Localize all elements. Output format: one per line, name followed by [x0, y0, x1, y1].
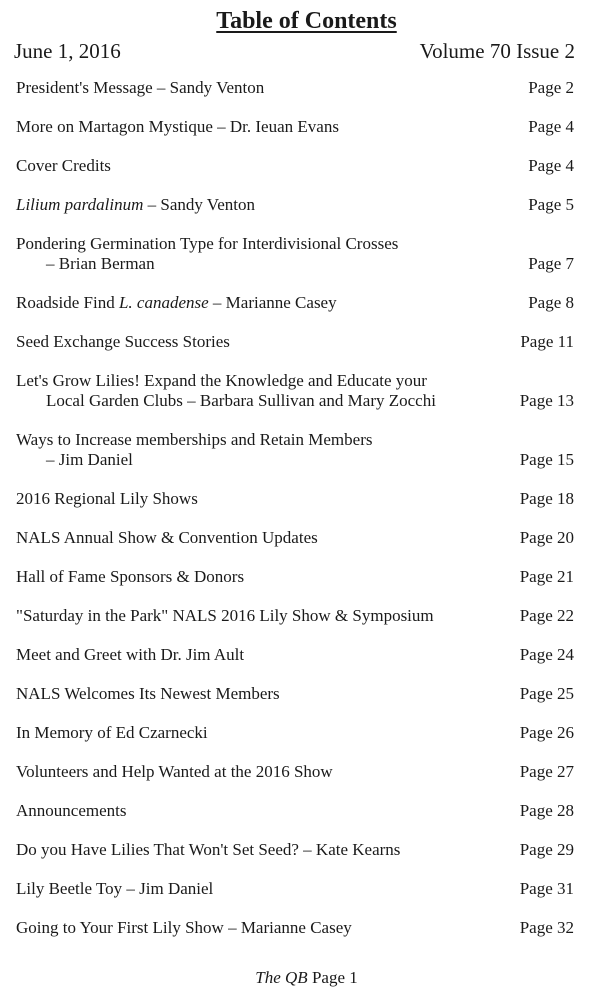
toc-entry: [16, 195, 574, 215]
toc-entry: [16, 567, 574, 587]
toc-entry-page: Page 11: [520, 332, 574, 351]
toc-entry: [16, 234, 574, 274]
toc-entry-author: – Sandy Venton: [143, 195, 255, 214]
toc-entry: [16, 684, 574, 704]
toc-entry-title: Cover Credits: [16, 156, 111, 175]
toc-entry-title: President's Message – Sandy Venton: [16, 78, 265, 97]
toc-entry-title: NALS Welcomes Its Newest Members: [16, 684, 280, 703]
toc-entry: [16, 879, 574, 899]
toc-entry-page: Page 4: [528, 117, 574, 136]
toc-entry-page: Page 18: [519, 489, 574, 508]
toc-entry-page: Page 21: [519, 567, 574, 586]
page-footer: [0, 968, 613, 988]
toc-entry-title-pre: Roadside Find: [16, 293, 119, 312]
toc-entry: [16, 762, 574, 782]
toc-entry-page: Page 28: [519, 801, 574, 820]
toc-entry-page: Page 15: [519, 450, 574, 469]
toc-entry: [16, 840, 574, 860]
toc-entry-title: More on Martagon Mystique – Dr. Ieuan Evans: [16, 117, 339, 136]
species-name: Lilium pardalinum: [16, 195, 144, 214]
toc-entry: [16, 332, 574, 352]
toc-entry-title: NALS Annual Show & Convention Updates: [16, 528, 318, 547]
toc-entry-title: Announcements: [16, 801, 127, 820]
toc-entry-page: Page 4: [528, 156, 574, 175]
toc-entry: [16, 156, 574, 176]
toc-entry-page: Page 31: [519, 879, 574, 898]
toc-entry-page: Page 29: [519, 840, 574, 859]
toc-entry: [16, 117, 574, 137]
toc-entry-title: Do you Have Lilies That Won't Set Seed? – Kate Kearns: [16, 840, 401, 859]
toc-entry-author: – Marianne Casey: [208, 293, 337, 312]
publication-name: The QB: [255, 968, 308, 987]
toc-entry-page: Page 24: [519, 645, 574, 664]
toc-entry: [16, 293, 574, 313]
issue-meta: [14, 38, 575, 64]
toc-entry-page: Page 7: [528, 254, 574, 273]
toc-entry: [16, 528, 574, 548]
toc-entry: [16, 371, 574, 411]
toc-entry-title: Meet and Greet with Dr. Jim Ault: [16, 645, 245, 664]
toc-entry: [16, 918, 574, 938]
toc-entry-page: Page 8: [528, 293, 574, 312]
toc-entry-title: Pondering Germination Type for Interdivisional Crosses: [16, 234, 399, 253]
toc-entry-page: Page 26: [519, 723, 574, 742]
toc-entry-title: "Saturday in the Park" NALS 2016 Lily Show & Symposium: [16, 606, 434, 625]
toc-entry: [16, 78, 574, 98]
toc-entry-page: Page 20: [519, 528, 574, 547]
toc-entry: [16, 645, 574, 665]
issue-date: June 1, 2016: [14, 39, 121, 63]
toc-entry-page: Page 27: [519, 762, 574, 781]
toc-entry-title: In Memory of Ed Czarnecki: [16, 723, 208, 742]
toc-entry-page: Page 32: [519, 918, 574, 937]
toc-entry: [16, 489, 574, 509]
toc-entry-page: Page 2: [528, 78, 574, 97]
page-number: Page 1: [311, 968, 358, 987]
toc-entry-page: Page 13: [519, 391, 574, 410]
toc-entry: [16, 606, 574, 626]
toc-entry-title: Let's Grow Lilies! Expand the Knowledge and Educate your: [16, 371, 427, 390]
toc-entry-page: Page 5: [528, 195, 574, 214]
toc-entry-title-cont: – Jim Daniel: [46, 450, 133, 469]
toc-entry: [16, 430, 574, 470]
page-title: Table of Contents: [216, 8, 397, 34]
toc-entry-title: [16, 195, 574, 215]
toc-entry-title: Hall of Fame Sponsors & Donors: [16, 567, 245, 586]
toc-entry-title: Ways to Increase memberships and Retain Members: [16, 430, 373, 449]
toc-entry: [16, 801, 574, 821]
toc-entry-title: Volunteers and Help Wanted at the 2016 Show: [16, 762, 333, 781]
toc-entry: [16, 723, 574, 743]
toc-entry-title: Seed Exchange Success Stories: [16, 332, 230, 351]
toc-entry-title: 2016 Regional Lily Shows: [16, 489, 198, 508]
toc-entry-title: [16, 293, 574, 313]
toc-entry-page: Page 22: [519, 606, 574, 625]
toc-list: [16, 78, 574, 957]
species-name: L. canadense: [118, 293, 209, 312]
toc-entry-page: Page 25: [519, 684, 574, 703]
toc-entry-title: Going to Your First Lily Show – Marianne Casey: [16, 918, 352, 937]
toc-entry-title-cont: – Brian Berman: [46, 254, 155, 273]
toc-entry-title-cont: Local Garden Clubs – Barbara Sullivan and Mary Zocchi: [46, 391, 436, 410]
issue-volume: Volume 70 Issue 2: [419, 39, 575, 63]
toc-entry-title: Lily Beetle Toy – Jim Daniel: [16, 879, 214, 898]
